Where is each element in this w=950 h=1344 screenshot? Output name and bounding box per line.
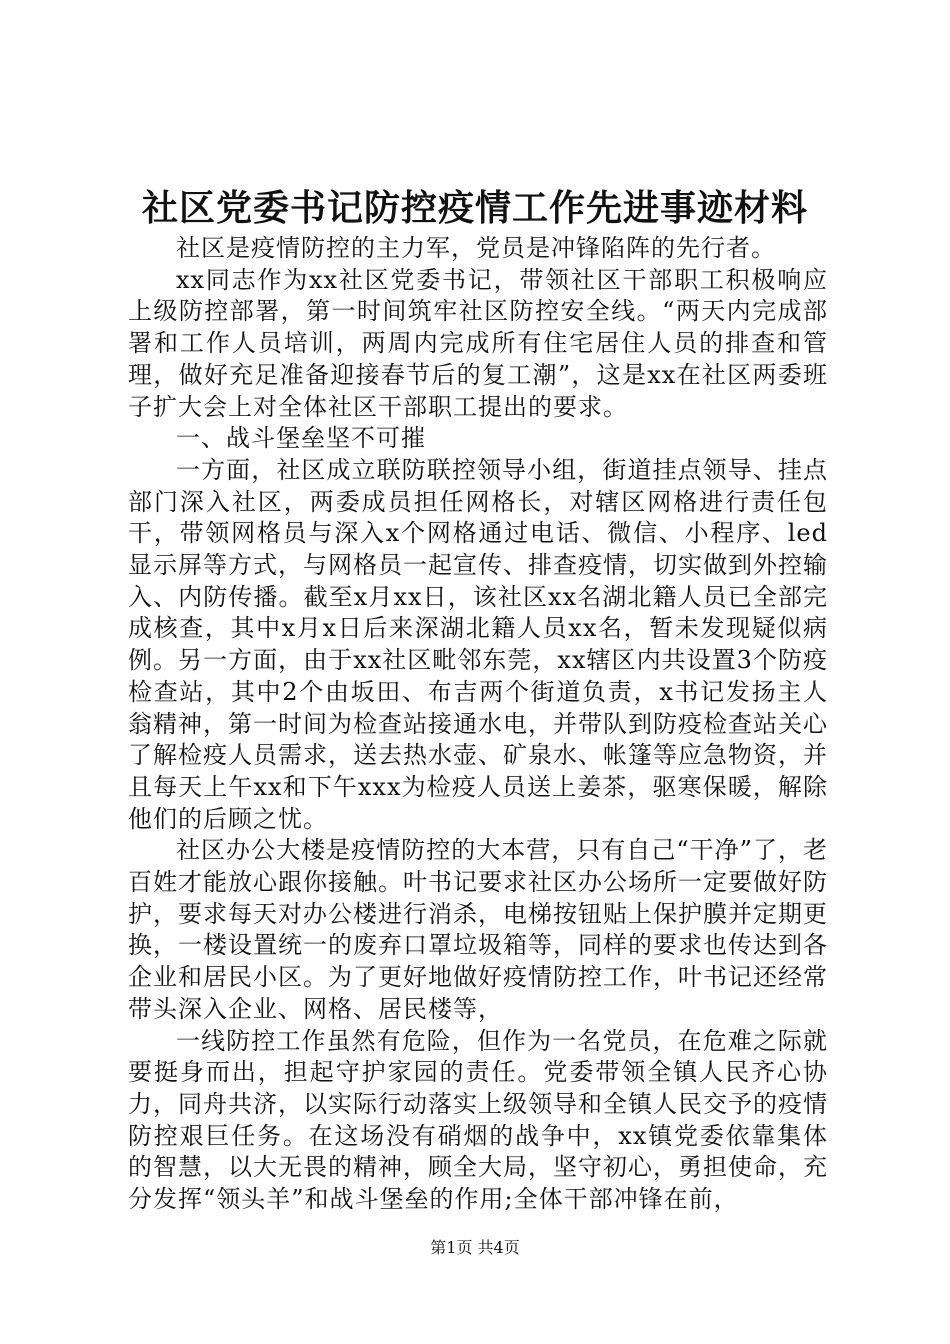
document-title: 社区党委书记防控疫情工作先进事迹材料 xyxy=(141,188,808,229)
paragraph-measures: 一方面，社区成立联防联控领导小组，街道挂点领导、挂点部门深入社区，两委成员担任网格长，对辖区网格进行责任包干，带领网格员与深入x个网格通过电话、微信、小程序、led显示屏等方式，与网格员一起宣传、排查疫情，切实做到外控输入、内防传播。截至x月xx日，该社区xx名湖北籍人员已全部完成核查，其中x月x日后来深湖北籍人员xx名，暂未发现疑似病例。另一方面，由于xx社区毗邻东莞，xx辖区内共设置3个防疫检查站，其中2个由坂田、布吉两个街道负责，x书记发扬主人翁精神，第一时间为检查站接通水电，并带队到防疫检查站关心了解检疫人员需求，送去热水壶、矿泉水、帐篷等应急物资，并且每天上午xx和下午xxx为检疫人员送上姜茶，驱寒保暖，解除他们的后顾之忧。 xyxy=(128,455,828,833)
document-body xyxy=(128,233,828,1216)
paragraph-intro: 社区是疫情防控的主力军，党员是冲锋陷阵的先行者。 xyxy=(176,234,776,262)
page-number: 第1页 共4页 xyxy=(430,1238,520,1257)
paragraph-frontline: 一线防控工作虽然有危险，但作为一名党员，在危难之际就要挺身而出，担起守护家园的责任。党委带领全镇人民齐心协力，同舟共济，以实际行动落实上级领导和全镇人民交予的疫情防控艰巨任务。在这场没有硝烟的战争中，xx镇党委依靠集体的智慧，以大无畏的精神，顾全大局，坚守初心，勇担使命，充分发挥“领头羊”和战斗堡垒的作用;全体干部冲锋在前， xyxy=(128,1026,828,1214)
section-heading: 一、战斗堡垒坚不可摧 xyxy=(176,424,426,453)
paragraph-secretary: xx同志作为xx社区党委书记，带领社区干部职工积极响应上级防控部署，第一时间筑牢社区防控安全线。“两天内完成部署和工作人员培训，两周内完成所有住宅居住人员的排查和管理，做好充足准备迎接春节后的复工潮”，这是xx在社区两委班子扩大会上对全体社区干部职工提出的要求。 xyxy=(128,265,828,421)
paragraph-office: 社区办公大楼是疫情防控的大本营，只有自己“干净”了，老百姓才能放心跟你接触。叶书记要求社区办公场所一定要做好防护，要求每天对办公楼进行消杀，电梯按钮贴上保护膜并定期更换，一楼设置统一的废弃口罩垃圾箱等，同样的要求也传达到各企业和居民小区。为了更好地做好疫情防控工作，叶书记还经常带头深入企业、网格、居民楼等， xyxy=(128,836,828,1023)
